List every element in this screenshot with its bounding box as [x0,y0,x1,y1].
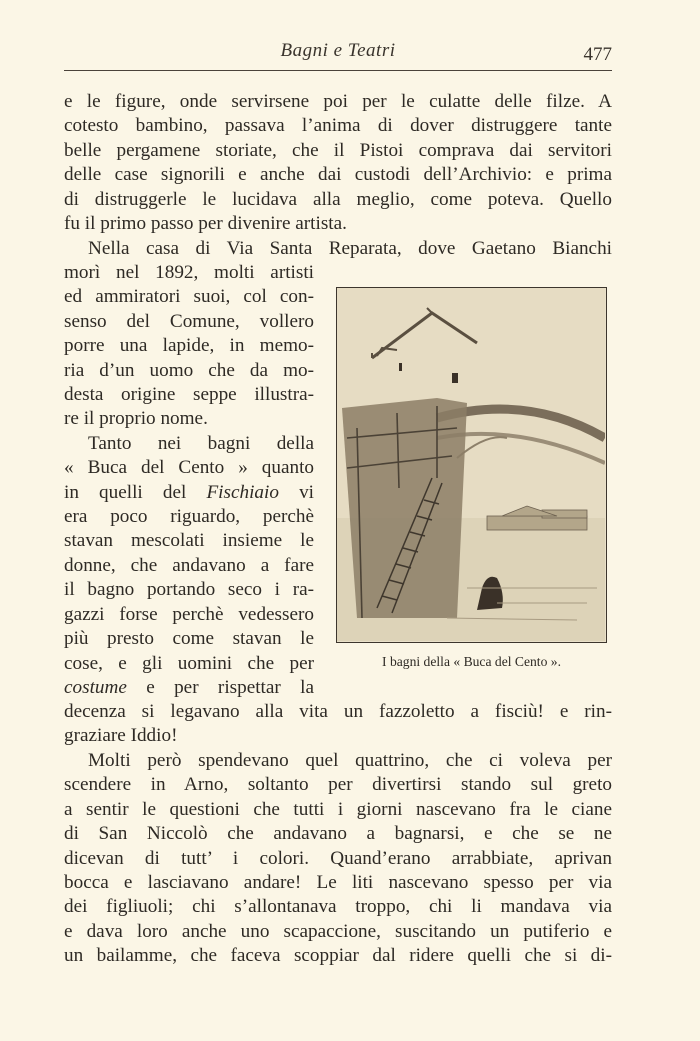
text-line: decenza si legavano alla vita un fazzoletto a fisciù! e rin- [64,701,612,722]
text-line: più presto come stavan le [64,628,314,650]
page-header [64,40,612,70]
text-line [64,676,314,700]
text-line: ed ammiratori suoi, col con- [64,286,314,308]
text-segment: in quelli del [64,481,207,503]
text-segment: e per rispettar la [126,676,314,698]
text-line: gazzi forse perchè vedessero [64,603,314,625]
header-rule [64,70,612,71]
text-line: dicevan di tutt’ i colori. Quand’erano arrabbiate, aprivan [64,847,612,869]
text-line: dei figliuoli; chi s’allontanava troppo, chi li mandava via [64,896,612,918]
bathhouse-illustration [337,288,605,641]
text-line: e le figure, onde servirsene poi per le culatte delle filze. A [64,91,612,112]
italic-term: Fischiaio [206,481,279,503]
text-line: delle case signorili e anche dai custodi dell’Archivio: e prima [64,164,612,186]
text-line: porre una lapide, in memo- [64,335,314,357]
text-line [64,481,314,505]
text-line: di distruggerle le lucidava alla meglio, come poteva. Quello [64,188,612,210]
text-line: belle pergamene storiate, che il Pistoi comprava dai servitori [64,139,612,161]
text-line: scendere in Arno, soltanto per divertirsi stando sul greto [64,774,612,796]
figure-caption: I bagni della « Buca del Cento ». [382,654,561,669]
running-title: Bagni e Teatri [280,40,396,61]
paragraph-4 [64,749,612,969]
text-line: senso del Comune, vollero [64,310,314,332]
text-line: di San Niccolò che andavano a bagnarsi, e che se ne [64,823,612,845]
text-line: bocca e lasciavano andare! Le liti nascevano spesso per via [64,872,612,894]
text-line: Molti però spendevano quel quattrino, che ci voleva per [88,750,612,771]
text-line: desta origine seppe illustra- [64,384,314,406]
text-line: e dava loro anche uno scapaccione, suscitando un putiferio e [64,920,612,942]
text-line: ria d’un uomo che da mo- [64,359,314,381]
text-line: cose, e gli uomini che per [64,652,314,674]
text-line: cotesto bambino, passava l’anima di dover distruggere tante [64,115,612,137]
text-line: a sentir le questioni che tutti i giorni nascevano fra le ciane [64,798,612,820]
text-line: graziare Iddio! [64,725,178,747]
text-line: il bagno portando seco i ra- [64,579,314,601]
narrow-column [64,261,314,700]
text-line: stavan mescolati insieme le [64,530,314,552]
text-line: un bailamme, che faceva scoppiar dal ridere quelli che si di- [64,945,612,967]
text-line: « Buca del Cento » quanto [64,457,314,479]
text-line: re il proprio nome. [64,408,208,430]
text-line: Nella casa di Via Santa Reparata, dove Gaetano Bianchi [88,238,612,259]
illustration-plate [336,287,607,643]
text-line: Tanto nei bagni della [88,432,314,454]
text-line: morì nel 1892, molti artisti [64,262,314,283]
text-line: fu il primo passo per divenire artista. [64,213,347,235]
text-line: era poco riguardo, perchè [64,506,314,528]
paragraph-1 [64,90,612,236]
paragraph-2-opening [64,237,612,261]
text-line: donne, che andavano a fare [64,554,314,576]
italic-term: costume [64,676,127,698]
text-segment: vi [278,481,314,503]
paragraph-3-continuation [64,700,612,749]
page-number: 477 [583,44,612,65]
